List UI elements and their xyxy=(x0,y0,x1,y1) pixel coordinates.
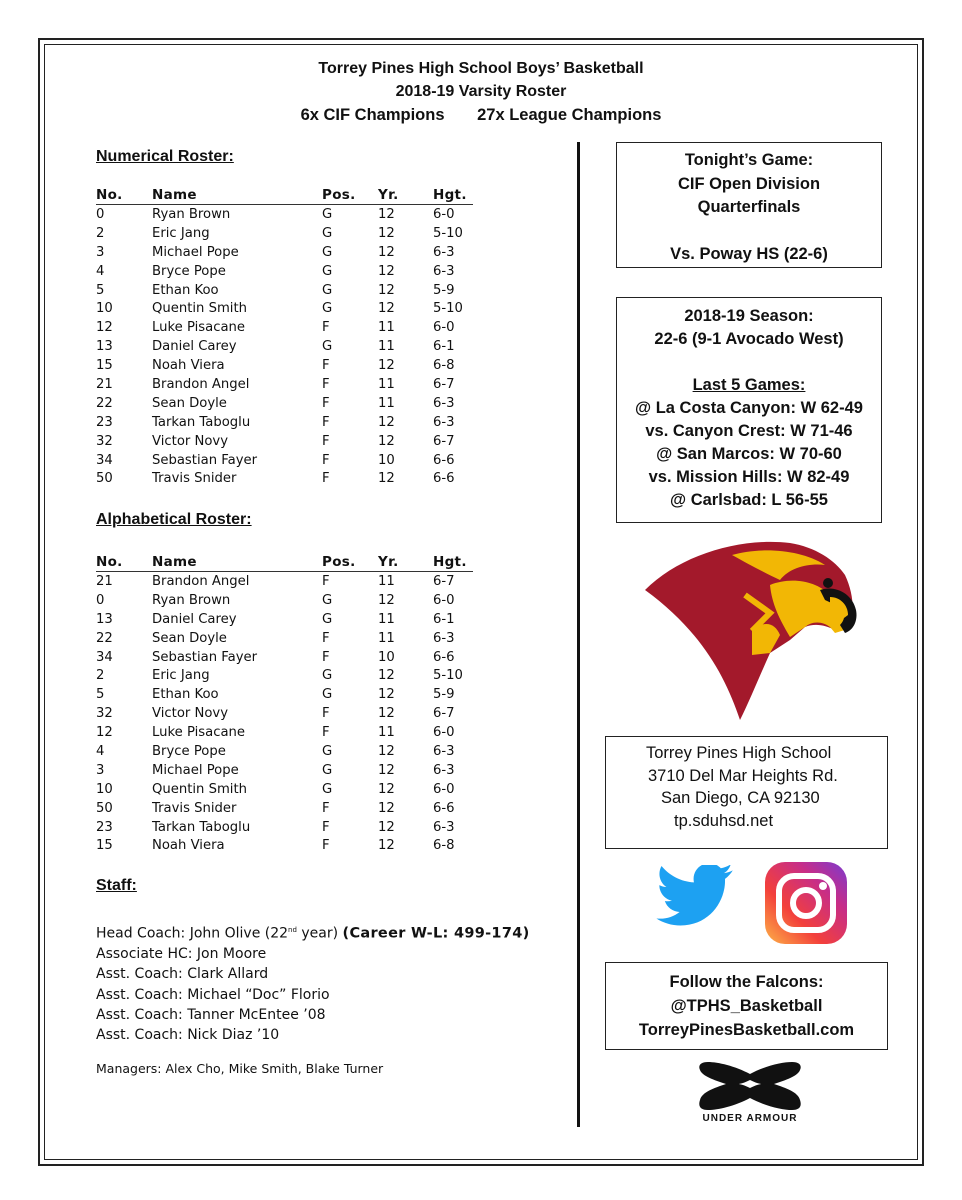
player-position: G xyxy=(322,592,333,608)
player-year: 12 xyxy=(378,800,395,816)
player-name: Victor Novy xyxy=(152,706,229,722)
staff-title: Staff: xyxy=(96,877,137,894)
player-year: 12 xyxy=(378,687,395,703)
roster-row xyxy=(96,432,473,451)
roster-row xyxy=(96,281,473,300)
follow-box xyxy=(605,962,888,1050)
player-name: Bryce Pope xyxy=(152,263,226,279)
tonight-round: Quarterfinals xyxy=(697,198,801,216)
falcon-logo-icon xyxy=(640,535,860,725)
player-position: G xyxy=(322,781,333,797)
player-position: F xyxy=(322,725,330,741)
player-number: 10 xyxy=(96,781,113,797)
roster-row xyxy=(96,262,473,281)
game-result: @ La Costa Canyon: W 62-49 xyxy=(635,399,863,417)
player-name: Victor Novy xyxy=(152,433,229,449)
roster-row xyxy=(96,356,473,375)
player-position: G xyxy=(322,762,333,778)
player-number: 4 xyxy=(96,263,105,279)
player-height: 6-3 xyxy=(433,743,455,759)
roster-row xyxy=(96,799,473,818)
roster-row xyxy=(96,704,473,723)
numerical-roster-title: Numerical Roster: xyxy=(96,148,234,165)
player-name: Eric Jang xyxy=(152,668,210,684)
player-number: 3 xyxy=(96,762,105,778)
player-number: 5 xyxy=(96,282,105,298)
head-coach-year: year) xyxy=(296,925,343,942)
roster-row xyxy=(96,299,473,318)
player-name: Daniel Carey xyxy=(152,611,237,627)
player-height: 6-8 xyxy=(433,358,455,374)
school-city: San Diego, CA 92130 xyxy=(661,789,820,807)
player-year: 11 xyxy=(378,573,395,589)
head-coach-line xyxy=(96,920,530,944)
alphabetical-roster-title: Alphabetical Roster: xyxy=(96,511,252,528)
player-height: 6-3 xyxy=(433,819,455,835)
career-record: (Career W-L: 499-174) xyxy=(342,925,530,942)
player-number: 50 xyxy=(96,471,113,487)
player-year: 12 xyxy=(378,762,395,778)
player-name: Eric Jang xyxy=(152,225,210,241)
roster-row xyxy=(96,243,473,262)
player-year: 12 xyxy=(378,414,395,430)
player-year: 12 xyxy=(378,244,395,260)
player-height: 6-0 xyxy=(433,592,455,608)
player-position: G xyxy=(322,611,333,627)
head-coach-text: Head Coach: John Olive (22 xyxy=(96,925,289,942)
roster-row xyxy=(96,451,473,470)
col-hgt: Hgt. xyxy=(433,553,473,572)
game-result: vs. Canyon Crest: W 71-46 xyxy=(645,422,853,440)
school-address-box xyxy=(605,736,888,849)
player-height: 6-1 xyxy=(433,339,455,355)
tonight-division: CIF Open Division xyxy=(677,174,821,193)
player-name: Brandon Angel xyxy=(152,376,250,392)
staff-line: Asst. Coach: Tanner McEntee ’08 xyxy=(96,1006,326,1023)
player-year: 12 xyxy=(378,263,395,279)
player-position: F xyxy=(322,320,330,336)
player-number: 23 xyxy=(96,819,113,835)
cif-titles: 6x CIF Champions xyxy=(300,106,445,124)
roster-row xyxy=(96,648,473,667)
player-position: G xyxy=(322,339,333,355)
staff-line: Asst. Coach: Nick Diaz ’10 xyxy=(96,1027,280,1044)
player-position: G xyxy=(322,225,333,241)
col-pos: Pos. xyxy=(322,186,378,205)
title-line-1: Torrey Pines High School Boys’ Basketball xyxy=(318,60,644,77)
roster-row xyxy=(96,836,473,855)
staff-line: Asst. Coach: Clark Allard xyxy=(96,966,269,983)
player-year: 10 xyxy=(378,649,395,665)
col-no: No. xyxy=(96,553,152,572)
player-year: 10 xyxy=(378,452,395,468)
player-position: F xyxy=(322,452,330,468)
player-year: 11 xyxy=(378,630,395,646)
staff-list xyxy=(96,920,530,1045)
staff-line: Associate HC: Jon Moore xyxy=(96,945,267,962)
player-name: Luke Pisacane xyxy=(152,320,246,336)
player-number: 3 xyxy=(96,244,105,260)
player-position: F xyxy=(322,630,330,646)
player-number: 4 xyxy=(96,743,105,759)
col-name: Name xyxy=(152,553,322,572)
player-name: Michael Pope xyxy=(152,762,239,778)
player-number: 21 xyxy=(96,573,113,589)
player-number: 22 xyxy=(96,395,113,411)
game-result: @ Carlsbad: L 56-55 xyxy=(670,491,828,509)
player-position: G xyxy=(322,743,333,759)
roster-row xyxy=(96,818,473,837)
player-number: 50 xyxy=(96,800,113,816)
player-height: 6-7 xyxy=(433,706,455,722)
roster-row xyxy=(96,469,473,488)
player-year: 12 xyxy=(378,592,395,608)
player-height: 6-0 xyxy=(433,725,455,741)
roster-row xyxy=(96,742,473,761)
player-year: 11 xyxy=(378,725,395,741)
player-name: Travis Snider xyxy=(152,800,237,816)
managers: Managers: Alex Cho, Mike Smith, Blake Turner xyxy=(96,1061,384,1076)
player-year: 12 xyxy=(378,301,395,317)
season-box xyxy=(616,297,882,523)
player-position: F xyxy=(322,433,330,449)
player-height: 6-3 xyxy=(433,263,455,279)
roster-row xyxy=(96,666,473,685)
player-height: 6-1 xyxy=(433,611,455,627)
player-position: F xyxy=(322,471,330,487)
player-name: Travis Snider xyxy=(152,471,237,487)
player-position: G xyxy=(322,301,333,317)
player-name: Tarkan Taboglu xyxy=(152,819,251,835)
player-number: 32 xyxy=(96,433,113,449)
season-heading: 2018-19 Season: xyxy=(684,307,814,325)
player-number: 23 xyxy=(96,414,113,430)
roster-row xyxy=(96,761,473,780)
player-name: Sean Doyle xyxy=(152,630,227,646)
player-name: Quentin Smith xyxy=(152,301,248,317)
player-year: 12 xyxy=(378,706,395,722)
player-year: 12 xyxy=(378,206,395,222)
player-height: 6-3 xyxy=(433,762,455,778)
player-number: 2 xyxy=(96,668,105,684)
roster-row xyxy=(96,318,473,337)
player-height: 6-0 xyxy=(433,781,455,797)
school-street: 3710 Del Mar Heights Rd. xyxy=(648,766,838,785)
twitter-handle[interactable]: @TPHS_Basketball xyxy=(670,997,823,1015)
player-name: Sebastian Fayer xyxy=(152,452,258,468)
player-position: G xyxy=(322,668,333,684)
player-year: 11 xyxy=(378,376,395,392)
player-year: 12 xyxy=(378,819,395,835)
player-position: F xyxy=(322,800,330,816)
roster-row xyxy=(96,224,473,243)
title-line-3 xyxy=(0,106,962,125)
player-year: 12 xyxy=(378,781,395,797)
roster-row xyxy=(96,629,473,648)
alphabetical-roster-table xyxy=(96,553,473,855)
player-year: 12 xyxy=(378,471,395,487)
player-position: G xyxy=(322,244,333,260)
player-height: 6-7 xyxy=(433,573,455,589)
roster-row xyxy=(96,337,473,356)
player-height: 6-7 xyxy=(433,433,455,449)
under-armour-wordmark: UNDER ARMOUR xyxy=(702,1113,798,1124)
player-year: 11 xyxy=(378,339,395,355)
player-name: Noah Viera xyxy=(152,838,225,854)
player-year: 12 xyxy=(378,225,395,241)
player-height: 6-3 xyxy=(433,244,455,260)
numerical-roster-table xyxy=(96,186,473,488)
player-year: 11 xyxy=(378,320,395,336)
player-position: F xyxy=(322,376,330,392)
player-name: Quentin Smith xyxy=(152,781,248,797)
player-year: 12 xyxy=(378,433,395,449)
player-height: 6-7 xyxy=(433,376,455,392)
player-position: F xyxy=(322,414,330,430)
player-name: Ryan Brown xyxy=(152,592,231,608)
player-position: F xyxy=(322,838,330,854)
school-name: Torrey Pines High School xyxy=(646,744,832,762)
follow-heading: Follow the Falcons: xyxy=(669,973,824,991)
player-position: F xyxy=(322,649,330,665)
player-number: 34 xyxy=(96,452,113,468)
school-website[interactable]: tp.sduhsd.net xyxy=(674,811,774,830)
player-position: G xyxy=(322,206,333,222)
roster-row xyxy=(96,591,473,610)
player-height: 6-6 xyxy=(433,800,455,816)
player-position: F xyxy=(322,706,330,722)
team-website[interactable]: TorreyPinesBasketball.com xyxy=(638,1021,855,1039)
player-name: Luke Pisacane xyxy=(152,725,246,741)
player-number: 0 xyxy=(96,592,105,608)
roster-row xyxy=(96,413,473,432)
player-name: Noah Viera xyxy=(152,358,225,374)
player-height: 5-10 xyxy=(433,225,463,241)
game-result: vs. Mission Hills: W 82-49 xyxy=(648,468,850,486)
col-yr: Yr. xyxy=(378,186,433,205)
staff-line: Asst. Coach: Michael “Doc” Florio xyxy=(96,986,330,1003)
tonight-heading: Tonight’s Game: xyxy=(684,151,814,169)
player-name: Brandon Angel xyxy=(152,573,250,589)
player-year: 12 xyxy=(378,838,395,854)
title-line-2: 2018-19 Varsity Roster xyxy=(395,83,567,100)
player-number: 15 xyxy=(96,838,113,854)
player-number: 10 xyxy=(96,301,113,317)
player-position: G xyxy=(322,282,333,298)
player-number: 0 xyxy=(96,206,105,222)
player-height: 5-10 xyxy=(433,301,463,317)
roster-row xyxy=(96,375,473,394)
player-position: F xyxy=(322,819,330,835)
player-name: Bryce Pope xyxy=(152,743,226,759)
player-name: Sean Doyle xyxy=(152,395,227,411)
player-height: 5-9 xyxy=(433,687,455,703)
player-year: 12 xyxy=(378,358,395,374)
player-name: Ethan Koo xyxy=(152,687,219,703)
column-divider xyxy=(577,142,580,1127)
player-number: 12 xyxy=(96,725,113,741)
col-pos: Pos. xyxy=(322,553,378,572)
tonight-opponent: Vs. Poway HS (22-6) xyxy=(670,244,828,263)
twitter-icon[interactable] xyxy=(655,865,735,929)
player-height: 6-3 xyxy=(433,414,455,430)
head-coach-ordinal: nd xyxy=(288,926,297,934)
player-number: 15 xyxy=(96,358,113,374)
player-name: Tarkan Taboglu xyxy=(152,414,251,430)
tonights-game-box xyxy=(616,142,882,268)
player-name: Sebastian Fayer xyxy=(152,649,258,665)
player-position: F xyxy=(322,395,330,411)
player-name: Michael Pope xyxy=(152,244,239,260)
player-height: 5-9 xyxy=(433,282,455,298)
game-result: @ San Marcos: W 70-60 xyxy=(656,445,842,463)
player-name: Daniel Carey xyxy=(152,339,237,355)
player-height: 6-6 xyxy=(433,471,455,487)
player-number: 13 xyxy=(96,611,113,627)
roster-row xyxy=(96,572,473,591)
player-year: 12 xyxy=(378,743,395,759)
roster-row xyxy=(96,723,473,742)
player-number: 2 xyxy=(96,225,105,241)
player-height: 6-3 xyxy=(433,395,455,411)
player-position: F xyxy=(322,358,330,374)
col-yr: Yr. xyxy=(378,553,433,572)
player-name: Ethan Koo xyxy=(152,282,219,298)
player-number: 13 xyxy=(96,339,113,355)
player-position: G xyxy=(322,687,333,703)
col-hgt: Hgt. xyxy=(433,186,473,205)
player-height: 6-0 xyxy=(433,206,455,222)
roster-row xyxy=(96,205,473,224)
roster-row xyxy=(96,685,473,704)
player-height: 6-3 xyxy=(433,630,455,646)
player-height: 5-10 xyxy=(433,668,463,684)
player-year: 12 xyxy=(378,282,395,298)
last-five-title: Last 5 Games: xyxy=(692,376,806,394)
player-name: Ryan Brown xyxy=(152,206,231,222)
player-year: 11 xyxy=(378,611,395,627)
player-height: 6-6 xyxy=(433,649,455,665)
player-position: F xyxy=(322,573,330,589)
col-no: No. xyxy=(96,186,152,205)
season-record: 22-6 (9-1 Avocado West) xyxy=(654,330,844,348)
player-number: 32 xyxy=(96,706,113,722)
player-height: 6-0 xyxy=(433,320,455,336)
instagram-icon[interactable] xyxy=(763,860,849,946)
player-number: 34 xyxy=(96,649,113,665)
player-year: 12 xyxy=(378,668,395,684)
under-armour-logo-icon xyxy=(690,1060,810,1112)
player-height: 6-6 xyxy=(433,452,455,468)
player-number: 22 xyxy=(96,630,113,646)
player-number: 5 xyxy=(96,687,105,703)
player-number: 21 xyxy=(96,376,113,392)
player-height: 6-8 xyxy=(433,838,455,854)
player-number: 12 xyxy=(96,320,113,336)
roster-row xyxy=(96,394,473,413)
player-year: 11 xyxy=(378,395,395,411)
roster-row xyxy=(96,780,473,799)
roster-row xyxy=(96,610,473,629)
player-position: G xyxy=(322,263,333,279)
league-titles: 27x League Champions xyxy=(477,106,662,124)
col-name: Name xyxy=(152,186,322,205)
